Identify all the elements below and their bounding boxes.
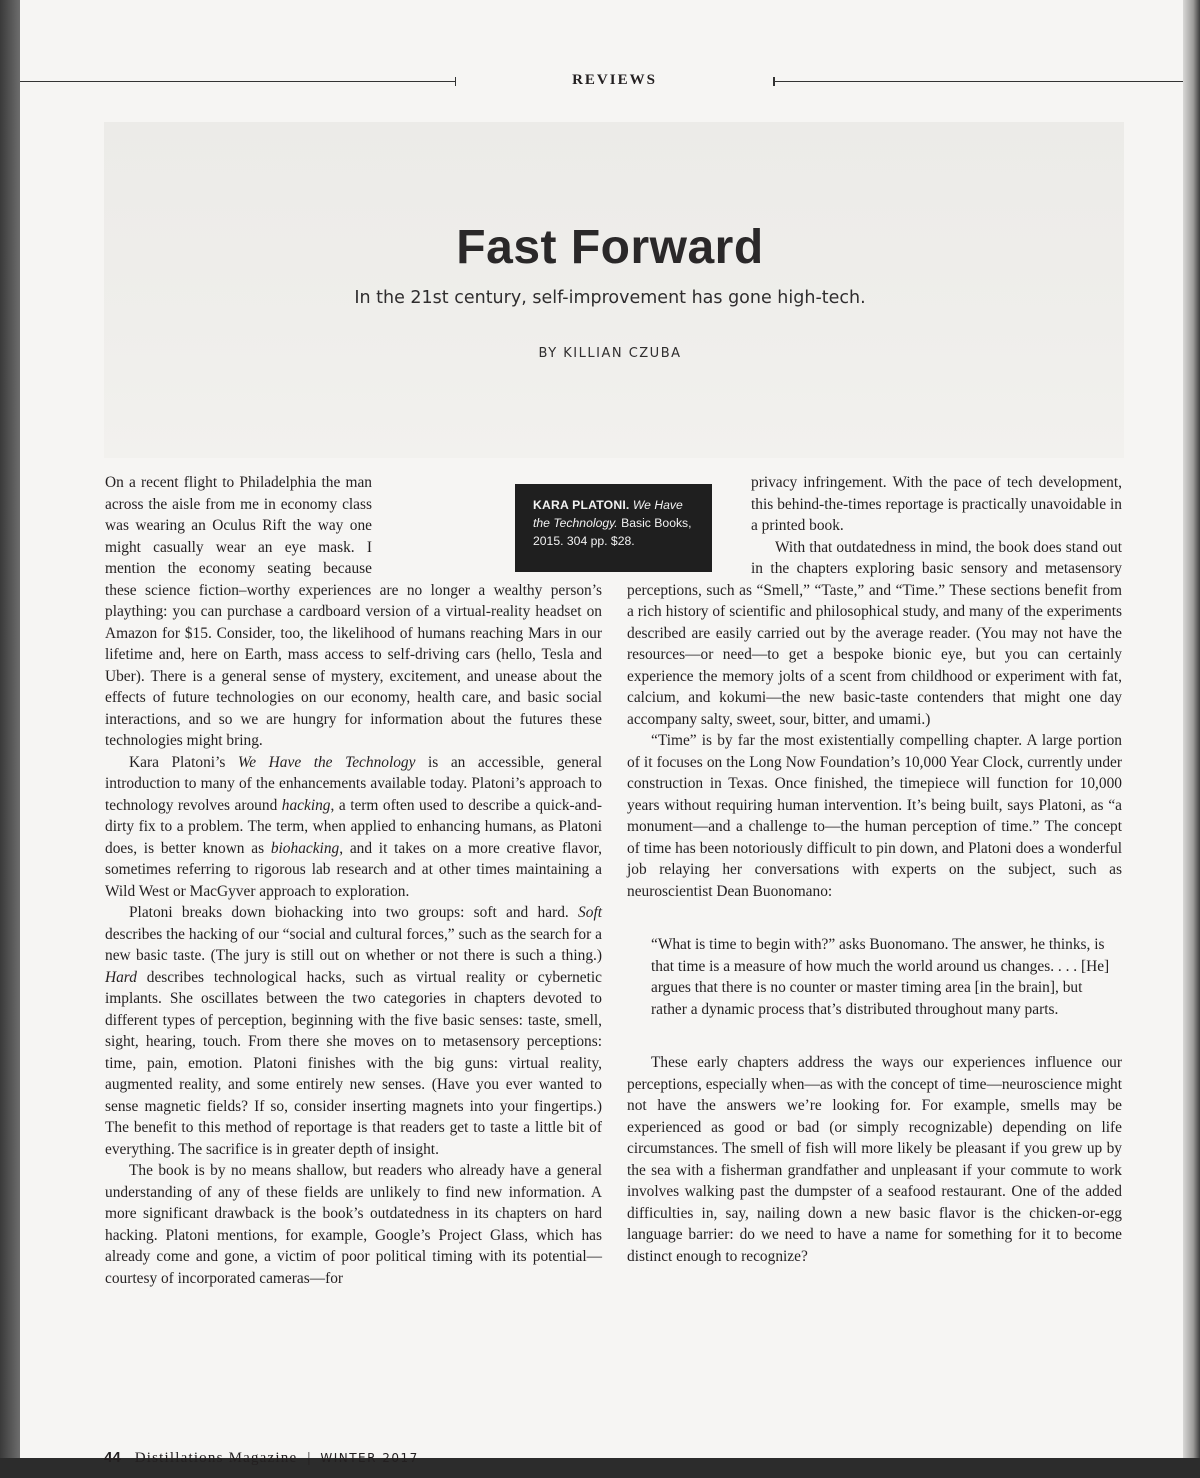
paragraph: privacy infringement. With the pace of tech development, this behind-the-times reportage is practically unavoidable in a printed book. — [751, 474, 1122, 534]
left-column — [105, 472, 602, 1289]
book-author: KARA PLATONI. — [533, 498, 630, 512]
quote-text: “What is time to begin with?” asks Buonomano. The answer, he thinks, is that time is a measure of how much the world around us changes. . . . [He] argues that there is no counter or master timing area [in the brain], but rather a dynamic process that’s distributed throughout many parts. — [651, 936, 1110, 1018]
book-title: We Have the Technology. — [533, 498, 683, 530]
footer-separator: | — [307, 1450, 311, 1466]
book-details: Basic Books, 2015. 304 pp. $28. — [533, 516, 692, 548]
paragraph: “Time” is by far the most existentially compelling chapter. A large portion of it focuses on the Long Now Foundation’s 10,000 Year Clock, currently under construction in Texas. Once finished, the timepiece will function for 10,000 years without requiring human intervention. It’s being built, says Platoni, as “a monument—and a challenge to—the human perception of time.” The concept of time has been notoriously difficult to pin down, and Platoni does a wonderful job relaying her conversations with experts on the subject, such as neuroscientist Dean Buonomano: — [627, 732, 1122, 900]
paragraph: These early chapters address the ways our experiences influence our perceptions, especially when—as with the concept of time—neuroscience might not have the answers we’re looking for. For example, smells may be experienced as good or bad (or simply recognizable) depending on life circumstances. The smell of fish will more likely be pleasant if you grew up by the sea with a fisherman grandfather and unpleasant if your commute to work involves walking past the dumpster of a seafood restaurant. One of the added difficulties in, say, nailing down a new basic flavor is the chicken-or-egg language barrier: do we need to have a name for something for it to become distinct enough to recognize? — [627, 1054, 1122, 1265]
paragraph: Kara Platoni’s We Have the Technology is an accessible, general introduction to many of the enhancements available today. Platoni’s approach to technology revolves around hacking, a term often used to describe a quick-and-dirty fix to a problem. The term, when applied to enhancing humans, as Platoni does, is better known as biohacking, and it takes on a more creative flavor, sometimes referring to rigorous lab research and at other times maintaining a Wild West or MacGyver approach to exploration. — [105, 753, 602, 900]
magazine-name: Distillations Magazine — [134, 1450, 298, 1466]
section-label: REVIEWS — [572, 72, 657, 88]
paragraph: Platoni breaks down biohacking into two groups: soft and hard. Soft describes the hacking of our “social and cultural forces,” such as the search for a new basic taste. (The jury is still out on whether or not there is such a thing.) Hard describes technological hacks, such as virtual reality or cybernetic implants. She oscillates between the two categories in chapters devoted to different types of perception, beginning with the five basic senses: taste, smell, sight, hearing, touch. From there she moves on to metasensory perceptions: time, pain, emotion. Platoni finishes with the big guns: virtual reality, augmented reality, and some entirely new senses. (Have you ever wanted to sense magnetic fields? If so, consider inserting magnets into your fingertips.) The benefit to this method of reportage is that readers get to taste a little bit of everything. The sacrifice is in greater depth of insight. — [105, 904, 602, 1158]
right-column — [627, 472, 1122, 1267]
page-footer — [104, 1449, 419, 1467]
header-rule-left — [20, 81, 456, 82]
page-number: 44 — [104, 1449, 121, 1466]
paragraph: The book is by no means shallow, but readers who already have a general understanding of any of these fields are unlikely to find new information. A more significant drawback is the book’s outdatedness in its chapters on hard hacking. Platoni mentions, for example, Google’s Project Glass, which has already come and gone, a victim of poor political timing with its potential—courtesy of incorporated cameras—for — [105, 1162, 602, 1287]
issue-date: WINTER 2017 — [320, 1451, 419, 1465]
article-byline: BY KILLIAN CZUBA — [538, 346, 682, 361]
book-info-callout — [515, 484, 712, 572]
article-title: Fast Forward — [456, 221, 764, 274]
scan-left-edge — [0, 0, 20, 1478]
paragraph: With that outdatedness in mind, the book does stand out in the chapters exploring basic sensory and metasensory perceptions, such as “Smell,” “Taste,” and “Time.” These sections benefit from a rich history of scientific and philosophical study, and many of the experiments described are easily carried out by the average reader. (You may not have the resources—or need—to get a bespoke bionic eye, but you can certainly experience the memory jolts of a scent from childhood or experiment with fat, calcium, and kokumi—the new basic-taste contenders that might one day accompany salty, sweet, sour, bitter, and umami.) — [627, 538, 1122, 728]
header-rule-right — [773, 81, 1183, 82]
article-subtitle: In the 21st century, self-improvement has gone high-tech. — [354, 288, 866, 308]
block-quote — [651, 934, 1122, 1020]
paragraph: On a recent flight to Philadelphia the man across the aisle from me in economy class was wearing an Oculus Rift the way one might casually wear an eye mask. I mention the economy seating because these science fiction–worthy experiences are no longer a wealthy person’s plaything: you can purchase a cardboard version of a virtual-reality headset on Amazon for $15. Consider, too, the likelihood of humans reaching Mars in our lifetime and, here on Earth, mass access to self-driving cars (hello, Tesla and Uber). There is a general sense of mystery, excitement, and unease about the effects of future technologies on our economy, health care, and basic social interactions, and so we are hungry for information about the futures these technologies might bring. — [105, 474, 602, 749]
